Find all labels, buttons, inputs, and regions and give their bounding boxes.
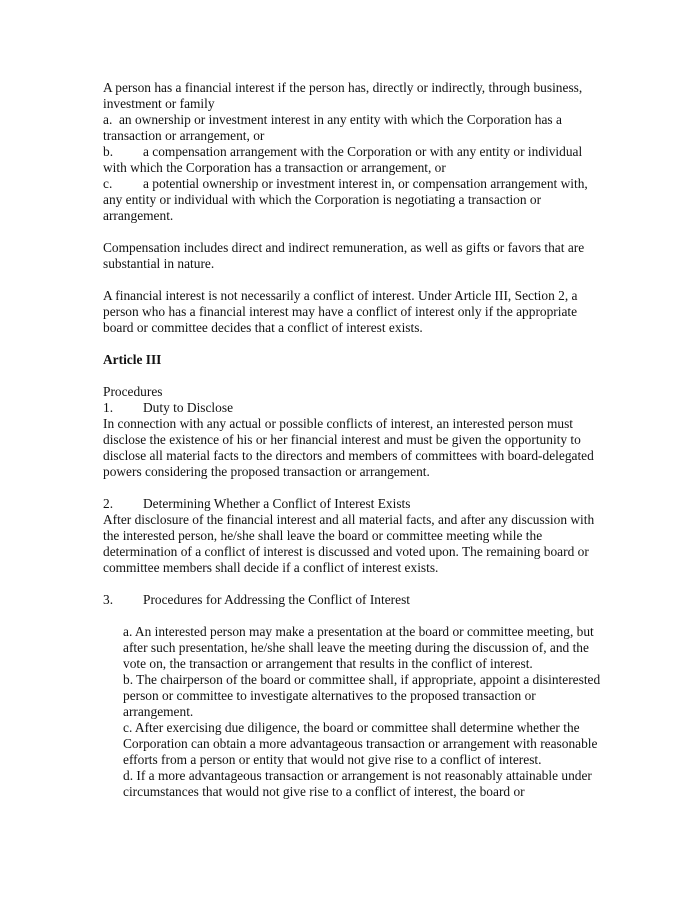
section-3-item-b: b. The chairperson of the board or committee shall, if appropriate, appoint a disinterested person or committee to investigate alternatives to the proposed transaction or arrangement. [123, 672, 601, 719]
section-2-body: After disclosure of the financial interest and all material facts, and after any discussion with the interested person, he/she shall leave the board or committee meeting while the determination of a conflict of interest is discussed and voted upon. The remaining board or committee members shall decide if a conflict of interest exists. [103, 512, 595, 575]
item-b-marker: b. [103, 144, 114, 159]
financial-interest-item-a: a. an ownership or investment interest in any entity with which the Corporation has a transaction or arrangement, or [103, 112, 566, 143]
section-2-title: Determining Whether a Conflict of Interest Exists [143, 496, 411, 511]
section-2-heading [103, 496, 603, 512]
financial-interest-item-c [103, 176, 603, 224]
item-c-text: a potential ownership or investment interest in, or compensation arrangement with, any entity or individual with which the Corporation is negotiating a transaction or arrangement. [103, 176, 588, 223]
item-b-text: a compensation arrangement with the Corporation or with any entity or individual with which the Corporation has a transaction or arrangement, or [103, 144, 583, 175]
section-3-item-c: c. After exercising due diligence, the board or committee shall determine whether the Corporation can obtain a more advantageous transaction or arrangement with reasonable efforts from a person or entity that would not give rise to a conflict of interest. [123, 720, 598, 767]
item-c-marker: c. [103, 176, 113, 191]
section-3-heading [103, 592, 603, 608]
procedures-title: Procedures [103, 384, 163, 399]
section-3-subitems [103, 624, 603, 800]
section-3-title: Procedures for Addressing the Conflict of Interest [143, 592, 411, 607]
not-conflict-paragraph: A financial interest is not necessarily a conflict of interest. Under Article III, Section 2, a person who has a financial interest may have a conflict of interest only if the appropriate board or committee decides that a conflict of interest exists. [103, 288, 578, 335]
section-2-number: 2. [103, 496, 114, 511]
document-body [103, 80, 603, 800]
financial-interest-item-b [103, 144, 603, 176]
section-1-number: 1. [103, 400, 114, 415]
section-3-number: 3. [103, 592, 114, 607]
section-1-heading [103, 400, 603, 416]
section-1-title: Duty to Disclose [143, 400, 234, 415]
compensation-paragraph: Compensation includes direct and indirect remuneration, as well as gifts or favors that are substantial in nature. [103, 240, 585, 271]
section-3-item-d: d. If a more advantageous transaction or arrangement is not reasonably attainable under circumstances that would not give rise to a conflict of interest, the board or [123, 768, 592, 799]
financial-interest-intro: A person has a financial interest if the person has, directly or indirectly, through business, investment or family [103, 80, 583, 111]
section-1-body: In connection with any actual or possible conflicts of interest, an interested person must disclose the existence of his or her financial interest and must be given the opportunity to disclose all material facts to the directors and members of committees with board-delegated powers considering the proposed transaction or arrangement. [103, 416, 594, 479]
article-heading: Article III [103, 352, 162, 367]
section-3-item-a: a. An interested person may make a presentation at the board or committee meeting, but after such presentation, he/she shall leave the meeting during the discussion of, and the vote on, the transaction or arrangement that results in the conflict of interest. [123, 624, 594, 671]
